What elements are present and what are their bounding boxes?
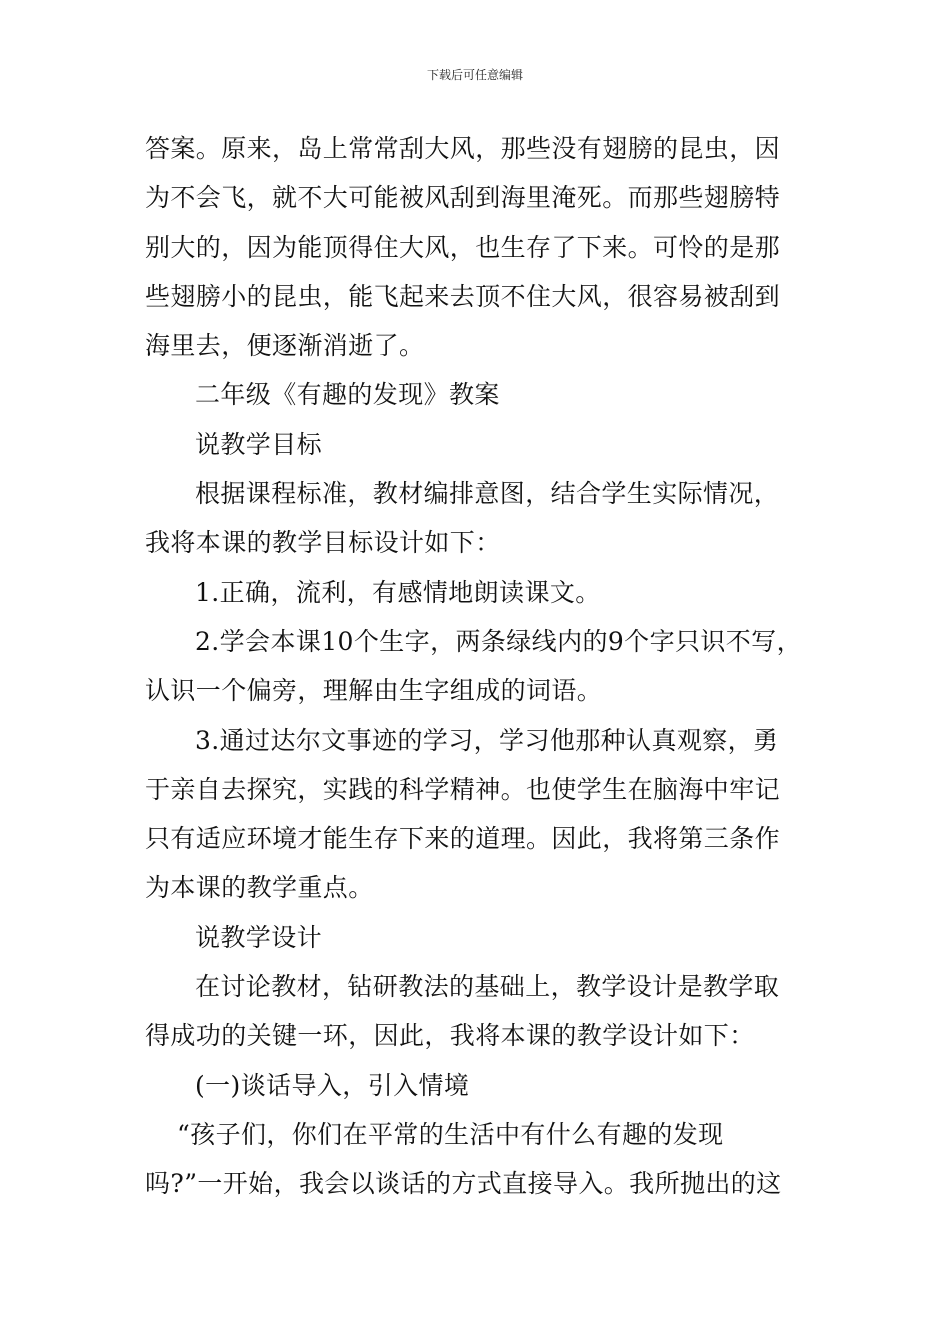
text-line: 在讨论教材，钻研教法的基础上，教学设计是教学取 bbox=[195, 972, 780, 1002]
text-line: 认识一个偏旁，理解由生字组成的词语。 bbox=[145, 676, 603, 706]
text-line: 二年级《有趣的发现》教案 bbox=[195, 380, 500, 410]
page-header: 下载后可任意编辑 bbox=[426, 68, 523, 82]
text-line: 2.学会本课10个生字，两条绿线内的9个字只识不写， bbox=[195, 626, 802, 656]
text-line: 吗?”一开始，我会以谈话的方式直接导入。我所抛出的这 bbox=[145, 1169, 782, 1199]
body-text bbox=[145, 124, 810, 1209]
text-line: 海里去，便逐渐消逝了。 bbox=[145, 331, 425, 361]
text-line: 些翅膀小的昆虫，能飞起来去顶不住大风，很容易被刮到 bbox=[145, 281, 781, 311]
text-line: 答案。原来，岛上常常刮大风，那些没有翅膀的昆虫，因 bbox=[145, 134, 781, 163]
text-line: 于亲自去探究，实践的科学精神。也使学生在脑海中牢记 bbox=[145, 774, 781, 804]
text-line: 为本课的教学重点。 bbox=[145, 873, 374, 903]
text-line: “孩子们，你们在平常的生活中有什么有趣的发现 bbox=[177, 1119, 724, 1149]
text-line: 根据课程标准，教材编排意图，结合学生实际情况， bbox=[195, 479, 780, 509]
text-line: 为不会飞，就不大可能被风刮到海里淹死。而那些翅膀特 bbox=[145, 183, 781, 213]
text-line: (一)谈话导入，引入情境 bbox=[195, 1070, 470, 1100]
text-line: 1.正确，流利，有感情地朗读课文。 bbox=[195, 577, 601, 607]
text-line: 只有适应环境才能生存下来的道理。因此，我将第三条作 bbox=[145, 824, 781, 854]
text-line: 得成功的关键一环，因此，我将本课的教学设计如下： bbox=[145, 1021, 755, 1051]
text-line: 说教学设计 bbox=[195, 922, 323, 952]
text-line: 别大的，因为能顶得住大风，也生存了下来。可怜的是那 bbox=[145, 232, 781, 262]
text-line: 我将本课的教学目标设计如下： bbox=[145, 528, 501, 558]
text-line: 3.通过达尔文事迹的学习，学习他那种认真观察，勇 bbox=[195, 725, 779, 755]
text-line: 说教学目标 bbox=[195, 429, 323, 459]
